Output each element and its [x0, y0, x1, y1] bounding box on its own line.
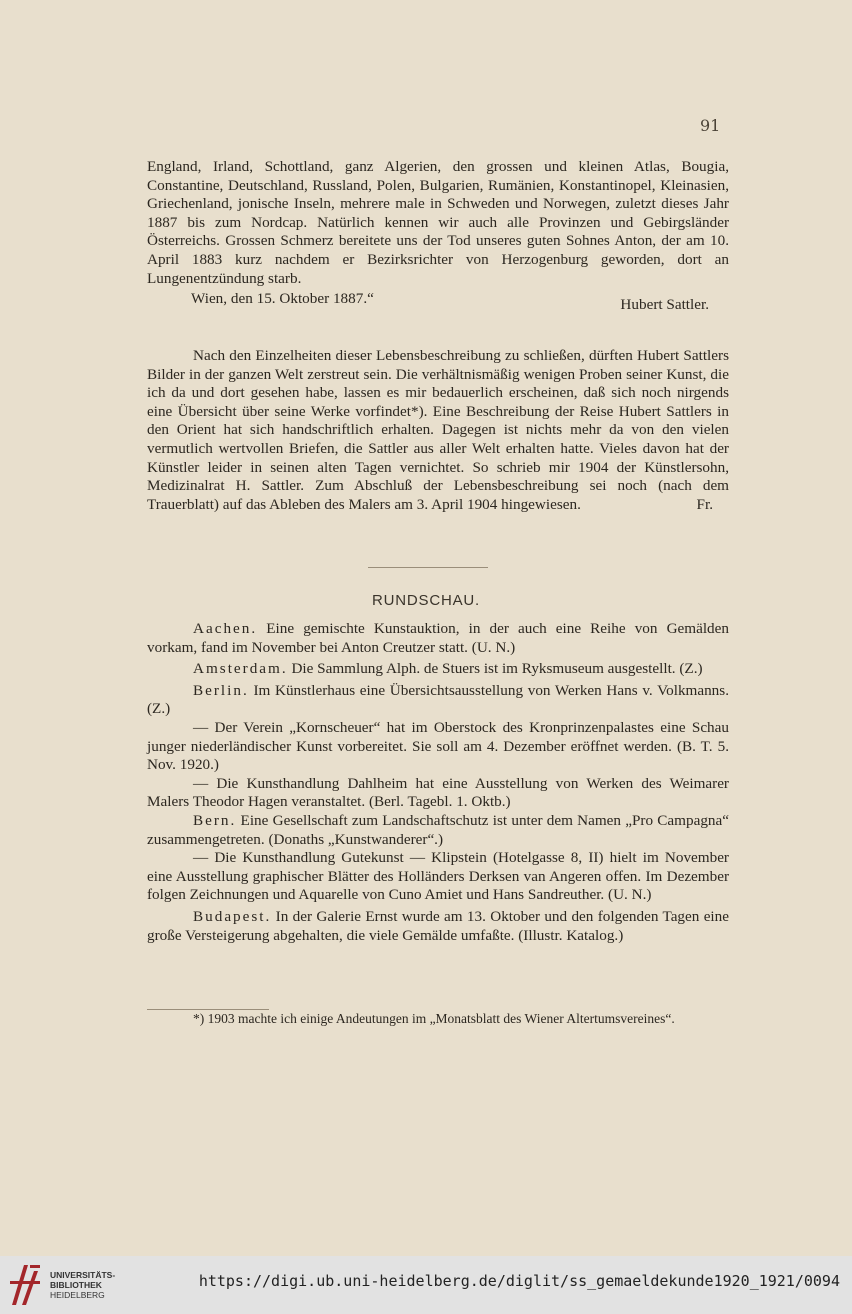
footnote: *) 1903 machte ich einige Andeutungen im „Monatsblatt des Wiener Altertumsvereines“.	[193, 1011, 675, 1026]
library-name: UNIVERSITÄTS- BIBLIOTHEK HEIDELBERG	[50, 1270, 116, 1300]
viewer-footer	[0, 1256, 852, 1314]
entry-aachen: Aachen. Eine gemischte Kunstauktion, in der auch eine Reihe von Gemälden vorkam, fand im November bei Anton Creutzer statt. (U. N.)	[147, 620, 729, 656]
letter-continuation	[147, 158, 729, 315]
university-library-logo-icon	[8, 1261, 42, 1309]
entry-berlin: Berlin. Im Künstlerhaus eine Übersichtsausstellung von Werken Hans v. Volkmanns. (Z.)	[147, 681, 729, 718]
signature-name: Hubert Sattler.	[620, 296, 709, 314]
entry-berlin-kornscheuer: — Der Verein „Kornscheuer“ hat im Oberstock des Kronprinzenpalastes eine Schau junger niederländischer Kunst vorbereitet. Sie soll am 4. Dezember eröffnet werden. (B. T. 5. Nov. 1920.)	[147, 718, 729, 774]
entry-bern: Bern. Eine Gesellschaft zum Landschaftschutz ist unter dem Namen „Pro Campagna“ zusammengetreten. (Donaths „Kunstwanderer“.)	[147, 811, 729, 848]
section-divider	[368, 567, 488, 568]
signature-line	[147, 290, 729, 315]
biography-signoff: Fr.	[696, 495, 713, 513]
entry-amsterdam: Amsterdam. Die Sammlung Alph. de Stuers ist im Ryksmuseum ausgestellt. (Z.)	[193, 660, 703, 678]
signature-place-date: Wien, den 15. Oktober 1887.“	[191, 290, 374, 308]
biography-section	[147, 347, 729, 514]
top-paragraph: England, Irland, Schottland, ganz Algerien, den grossen und kleinen Atlas, Bougia, Constantine, Deutschland, Russland, Polen, Bulgarien, Rumänien, Konstantinopel, Kleinasien, Griechenland, jonische Inseln, mehrere male in Schweden und Norwegen, zuletzt dieses Jahr 1887 bis zum Nordcap. Natürlich kennen wir auch alle Provinzen und Gebirgsländer Österreichs. Grossen Schmerz bereitete uns der Tod unseres guten Sohnes Anton, der am 10. April 1883 kurz nachdem er Bezirksrichter von Herzogenburg geworden, dort an Lungenentzündung starb.	[147, 158, 729, 287]
entry-berlin-dahlheim: — Die Kunsthandlung Dahlheim hat eine Ausstellung von Werken des Weimarer Malers Theodor Hagen veranstaltet. (Berl. Tagebl. 1. Oktb.)	[147, 774, 729, 811]
entry-budapest: Budapest. In der Galerie Ernst wurde am 13. Oktober und den folgenden Tagen eine große Versteigerung abgehalten, die viele Gemälde umfaßte. (Illustr. Katalog.)	[147, 907, 729, 944]
page-number: 91	[700, 116, 721, 135]
biography-paragraph: Nach den Einzelheiten dieser Lebensbeschreibung zu schließen, dürften Hubert Sattlers Bilder in der ganzen Welt zerstreut sein. Die verhältnismäßig wenigen Proben seiner Kunst, die ich da und dort gesehen habe, lassen es mir bedauerlich erscheinen, daß sich noch nirgends eine Übersicht über seine Werke vorfindet*). Eine Beschreibung der Reise Hubert Sattlers in den Orient hat sich handschriftlich erhalten. Dagegen ist nichts mehr da von den vielen vermutlich wertvollen Briefen, die Sattler aus aller Welt erhalten hatte. Vieles davon hat der Künstler leider in seinen alten Tagen vernichtet. So schrieb mir 1904 der Künstlersohn, Medizinalrat H. Sattler. Zum Abschluß der Lebensbeschreibung sei noch (nach dem Trauerblatt) auf das Ableben des Malers am 3. April 1904 hingewiesen. Fr.	[147, 347, 729, 513]
rundschau-entries	[147, 620, 729, 945]
entry-bern-gutekunst: — Die Kunsthandlung Gutekunst — Klipstein (Hotelgasse 8, II) hielt im November eine Ausstellung graphischer Blätter des Holländers Derksen van Angeren offen. Im Dezember folgen Zeichnungen und Aquarelle von Cuno Amiet und Hans Sandreuther. (U. N.)	[147, 849, 729, 904]
section-heading: RUNDSCHAU.	[371, 592, 480, 609]
document-url-link[interactable]: https://digi.ub.uni-heidelberg.de/diglit/ss_gemaeldekunde1920_1921/0094	[198, 1272, 840, 1290]
